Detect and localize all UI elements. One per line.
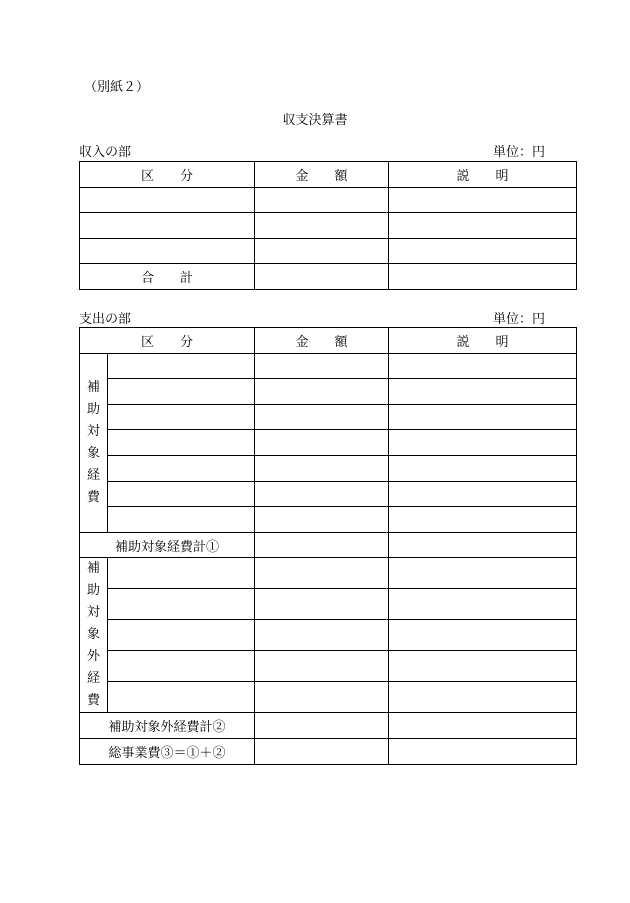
expense-section-heading: 支出の部	[79, 312, 132, 327]
non-subsidized-total-description-cell[interactable]	[389, 713, 577, 739]
table-row	[80, 353, 577, 379]
expense-col-description: 説 明	[389, 328, 577, 354]
subsidized-amount-cell[interactable]	[255, 353, 389, 379]
non-subsidized-description-cell[interactable]	[389, 620, 577, 651]
income-category-cell[interactable]	[80, 238, 255, 264]
expense-col-amount: 金 額	[255, 328, 389, 354]
subsidized-item-cell[interactable]	[108, 455, 255, 481]
subsidized-amount-cell[interactable]	[255, 481, 389, 507]
income-col-description: 説 明	[389, 162, 577, 188]
subsidized-description-cell[interactable]	[389, 481, 577, 507]
subsidized-description-cell[interactable]	[389, 353, 577, 379]
income-description-cell[interactable]	[389, 213, 577, 239]
non-subsidized-description-cell[interactable]	[389, 651, 577, 682]
subsidized-amount-cell[interactable]	[255, 507, 389, 533]
subsidized-group-label	[80, 353, 108, 532]
non-subsidized-item-cell[interactable]	[108, 682, 255, 713]
income-header-row	[80, 162, 577, 188]
table-row	[80, 404, 577, 430]
subsidized-item-cell[interactable]	[108, 404, 255, 430]
non-subsidized-group-text: 補助対象外経費	[86, 561, 100, 709]
subsidized-description-cell[interactable]	[389, 379, 577, 405]
non-subsidized-item-cell[interactable]	[108, 620, 255, 651]
table-row	[80, 238, 577, 264]
income-description-cell[interactable]	[389, 187, 577, 213]
subsidized-item-cell[interactable]	[108, 379, 255, 405]
grand-total-amount-cell[interactable]	[255, 738, 389, 764]
non-subsidized-item-cell[interactable]	[108, 558, 255, 589]
subsidized-total-label: 補助対象経費計①	[80, 532, 255, 558]
subsidized-total-amount-cell[interactable]	[255, 532, 389, 558]
subsidized-total-row	[80, 532, 577, 558]
income-col-amount: 金 額	[255, 162, 389, 188]
income-table	[79, 161, 577, 290]
expense-col-category: 区 分	[80, 328, 255, 354]
non-subsidized-description-cell[interactable]	[389, 682, 577, 713]
non-subsidized-description-cell[interactable]	[389, 589, 577, 620]
document-title: 収支決算書	[282, 113, 348, 128]
income-col-category: 区 分	[80, 162, 255, 188]
income-section-heading: 収入の部	[79, 145, 132, 160]
subsidized-group-text: 補助対象経費	[86, 379, 100, 505]
subsidized-description-cell[interactable]	[389, 455, 577, 481]
non-subsidized-amount-cell[interactable]	[255, 620, 389, 651]
income-total-label: 合 計	[80, 264, 255, 290]
non-subsidized-total-amount-cell[interactable]	[255, 713, 389, 739]
non-subsidized-amount-cell[interactable]	[255, 682, 389, 713]
table-row	[80, 682, 577, 713]
subsidized-description-cell[interactable]	[389, 430, 577, 456]
subsidized-description-cell[interactable]	[389, 404, 577, 430]
subsidized-item-cell[interactable]	[108, 481, 255, 507]
table-row	[80, 481, 577, 507]
income-amount-cell[interactable]	[255, 238, 389, 264]
table-row	[80, 507, 577, 533]
annex-label: （別紙２）	[84, 80, 150, 95]
table-row	[80, 589, 577, 620]
non-subsidized-amount-cell[interactable]	[255, 558, 389, 589]
expense-table	[79, 327, 577, 765]
income-total-amount-cell[interactable]	[255, 264, 389, 290]
non-subsidized-amount-cell[interactable]	[255, 589, 389, 620]
non-subsidized-item-cell[interactable]	[108, 589, 255, 620]
income-category-cell[interactable]	[80, 187, 255, 213]
subsidized-amount-cell[interactable]	[255, 379, 389, 405]
subsidized-item-cell[interactable]	[108, 353, 255, 379]
table-row	[80, 379, 577, 405]
table-row	[80, 213, 577, 239]
table-row	[80, 455, 577, 481]
non-subsidized-group-label	[80, 558, 108, 713]
non-subsidized-total-row	[80, 713, 577, 739]
subsidized-amount-cell[interactable]	[255, 404, 389, 430]
non-subsidized-item-cell[interactable]	[108, 651, 255, 682]
non-subsidized-description-cell[interactable]	[389, 558, 577, 589]
table-row	[80, 430, 577, 456]
grand-total-label: 総事業費③＝①＋②	[80, 738, 255, 764]
subsidized-description-cell[interactable]	[389, 507, 577, 533]
income-total-description-cell[interactable]	[389, 264, 577, 290]
income-description-cell[interactable]	[389, 238, 577, 264]
income-amount-cell[interactable]	[255, 213, 389, 239]
table-row	[80, 651, 577, 682]
table-row	[80, 620, 577, 651]
subsidized-amount-cell[interactable]	[255, 430, 389, 456]
subsidized-item-cell[interactable]	[108, 430, 255, 456]
income-unit-label: 単位：円	[493, 145, 546, 160]
income-total-row	[80, 264, 577, 290]
non-subsidized-total-label: 補助対象外経費計②	[80, 713, 255, 739]
income-category-cell[interactable]	[80, 213, 255, 239]
expense-unit-label: 単位：円	[493, 312, 546, 327]
expense-header-row	[80, 328, 577, 354]
subsidized-total-description-cell[interactable]	[389, 532, 577, 558]
subsidized-amount-cell[interactable]	[255, 455, 389, 481]
income-amount-cell[interactable]	[255, 187, 389, 213]
grand-total-row	[80, 738, 577, 764]
table-row	[80, 187, 577, 213]
grand-total-description-cell[interactable]	[389, 738, 577, 764]
subsidized-item-cell[interactable]	[108, 507, 255, 533]
table-row	[80, 558, 577, 589]
non-subsidized-amount-cell[interactable]	[255, 651, 389, 682]
